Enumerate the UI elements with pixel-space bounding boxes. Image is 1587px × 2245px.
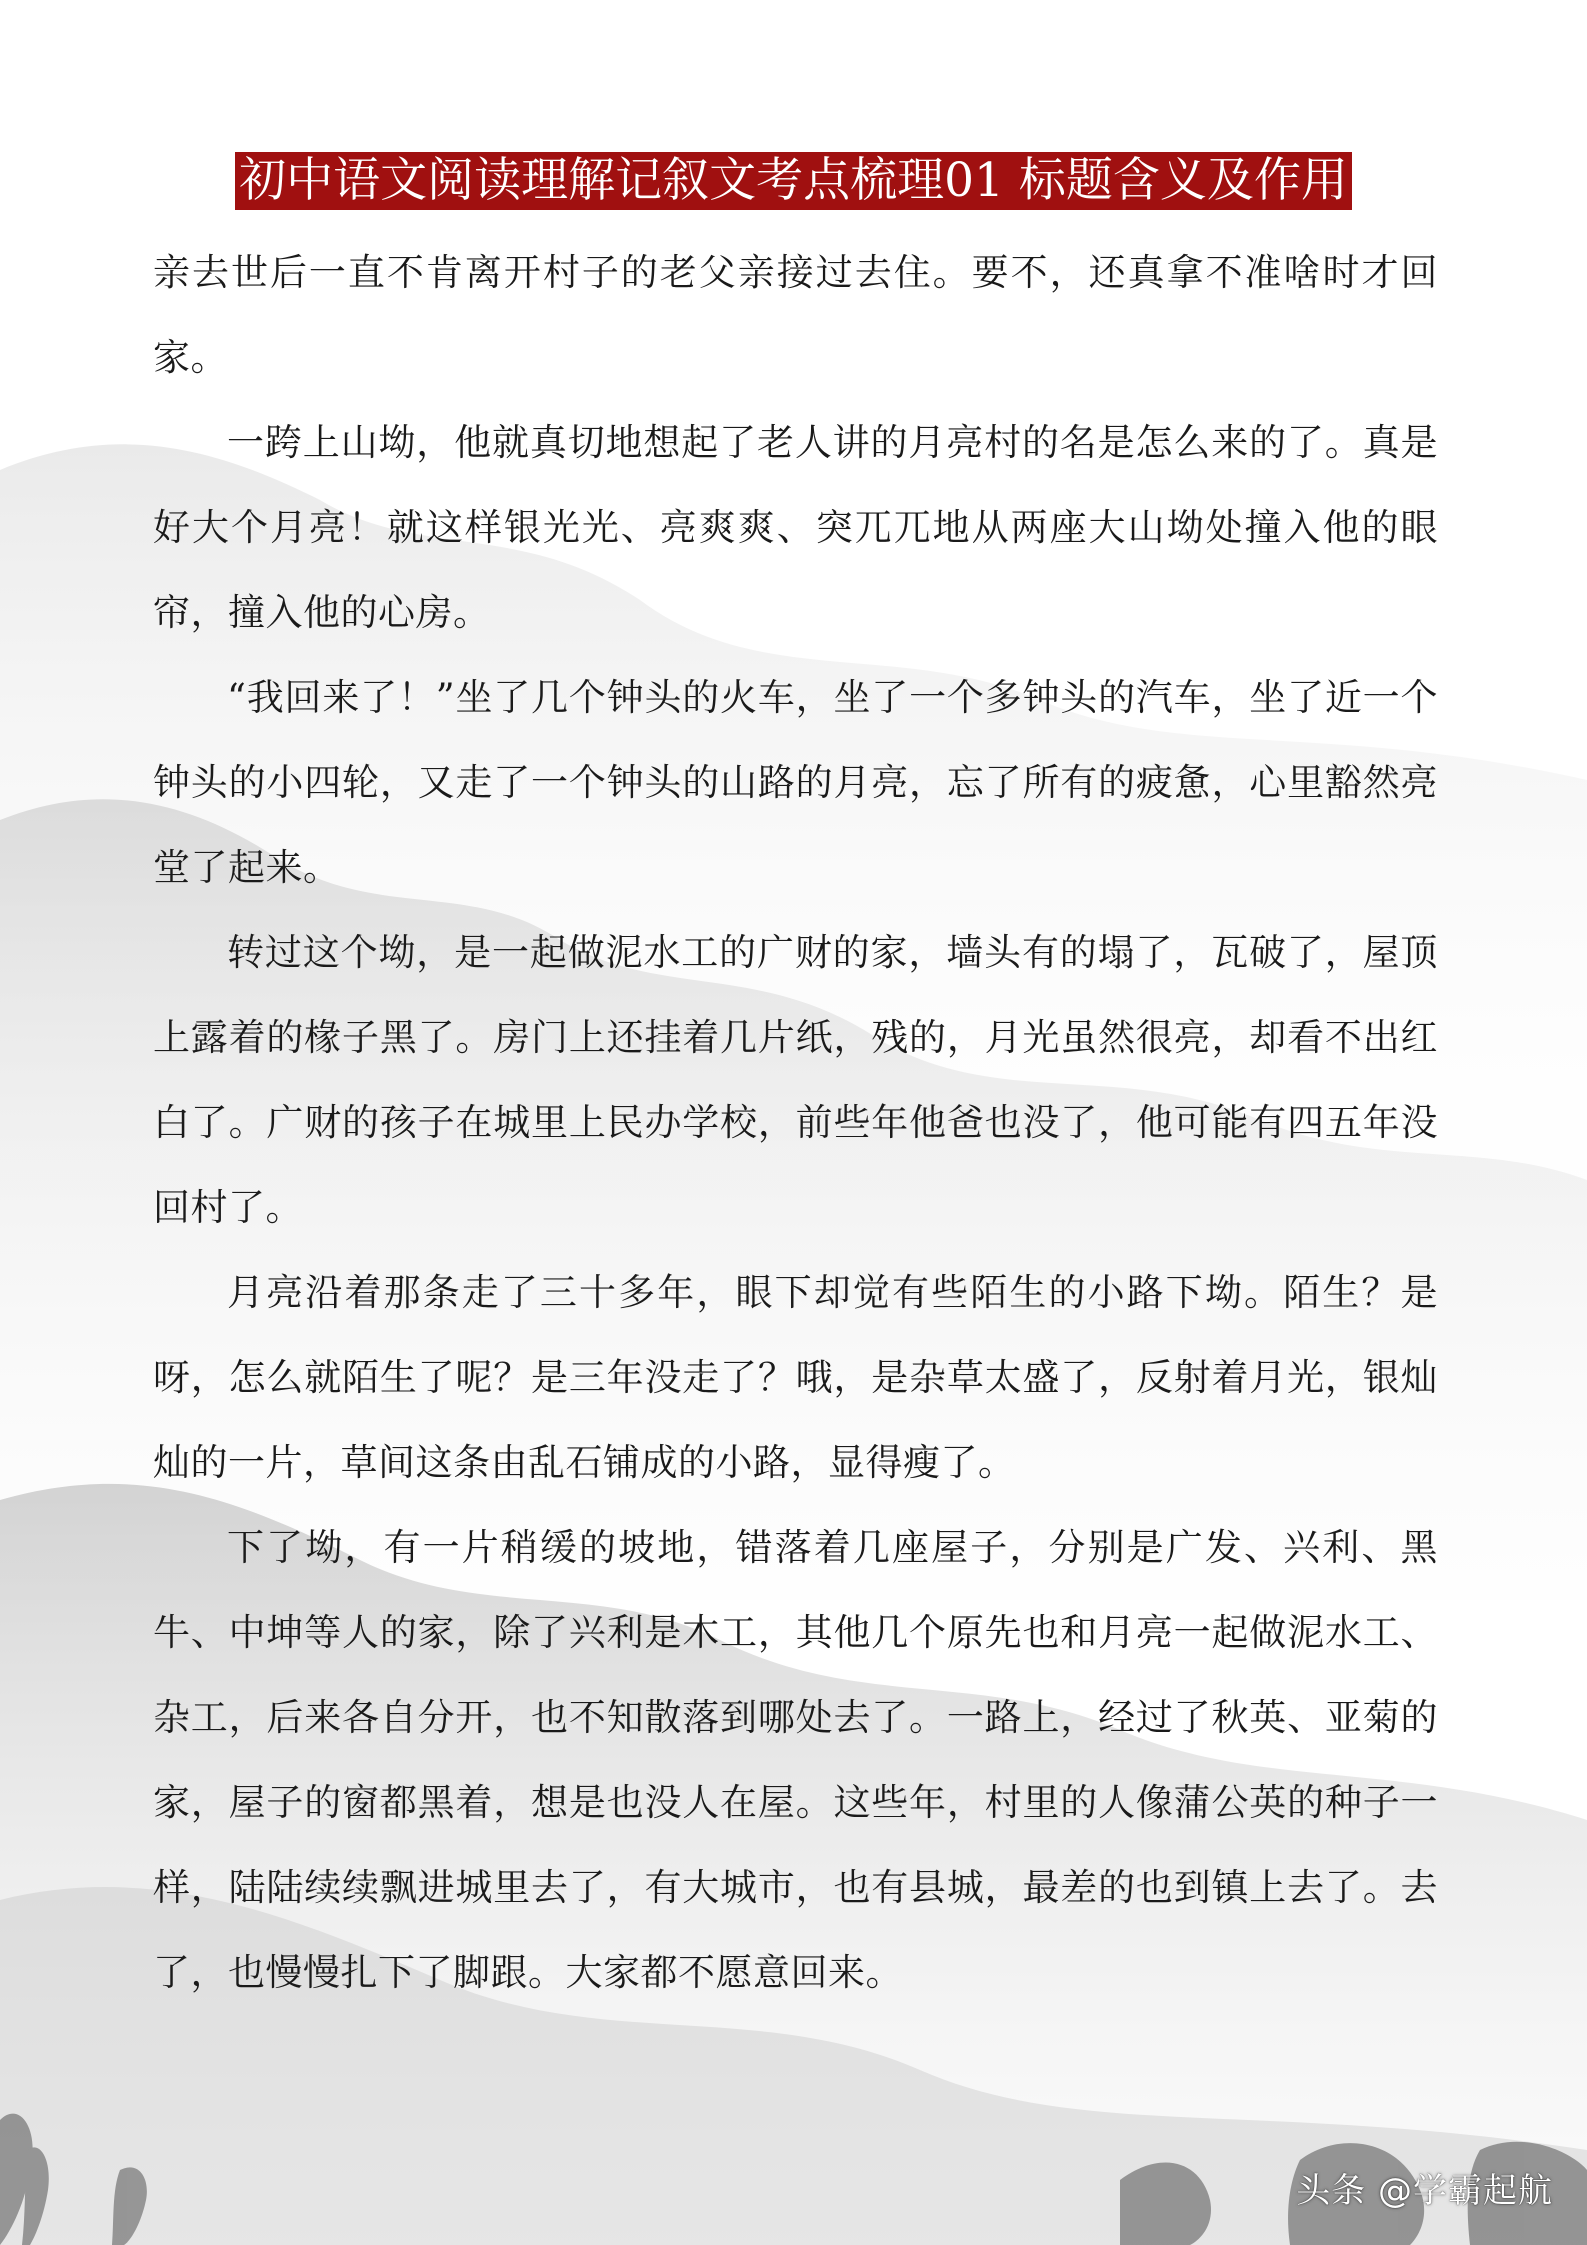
paragraph-5: 月亮沿着那条走了三十多年，眼下却觉有些陌生的小路下坳。陌生？是呀，怎么就陌生了呢？是三年没走了？哦，是杂草太盛了，反射着月光，银灿灿的一片，草间这条由乱石铺成的小路，显得瘦了。 bbox=[153, 1271, 1438, 1484]
paragraph-3: “我回来了！”坐了几个钟头的火车，坐了一个多钟头的汽车，坐了近一个钟头的小四轮，又走了一个钟头的山路的月亮，忘了所有的疲惫，心里豁然亮堂了起来。 bbox=[153, 676, 1438, 889]
page-title: 初中语文阅读理解记叙文考点梳理01 标题含义及作用 bbox=[235, 152, 1352, 210]
paragraph-4: 转过这个坳，是一起做泥水工的广财的家，墙头有的塌了，瓦破了，屋顶上露着的椽子黑了。房门上还挂着几片纸，残的，月光虽然很亮，却看不出红白了。广财的孩子在城里上民办学校，前些年他爸也没了，他可能有四五年没回村了。 bbox=[153, 931, 1438, 1229]
source-watermark: 头条 @学霸起航 bbox=[1296, 2171, 1553, 2211]
article-body bbox=[153, 230, 1438, 2015]
paragraph-6: 下了坳，有一片稍缓的坡地，错落着几座屋子，分别是广发、兴利、黑牛、中坤等人的家，除了兴利是木工，其他几个原先也和月亮一起做泥水工、杂工，后来各自分开，也不知散落到哪处去了。一路上，经过了秋英、亚菊的家，屋子的窗都黑着，想是也没人在屋。这些年，村里的人像蒲公英的种子一样，陆陆续续飘进城里去了，有大城市，也有县城，最差的也到镇上去了。去了，也慢慢扎下了脚跟。大家都不愿意回来。 bbox=[153, 1526, 1438, 1994]
title-container bbox=[0, 152, 1587, 210]
paragraph-1: 亲去世后一直不肯离开村子的老父亲接过去住。要不，还真拿不准啥时才回家。 bbox=[153, 251, 1438, 379]
paragraph-2: 一跨上山坳，他就真切地想起了老人讲的月亮村的名是怎么来的了。真是好大个月亮！就这样银光光、亮爽爽、突兀兀地从两座大山坳处撞入他的眼帘，撞入他的心房。 bbox=[153, 421, 1438, 634]
